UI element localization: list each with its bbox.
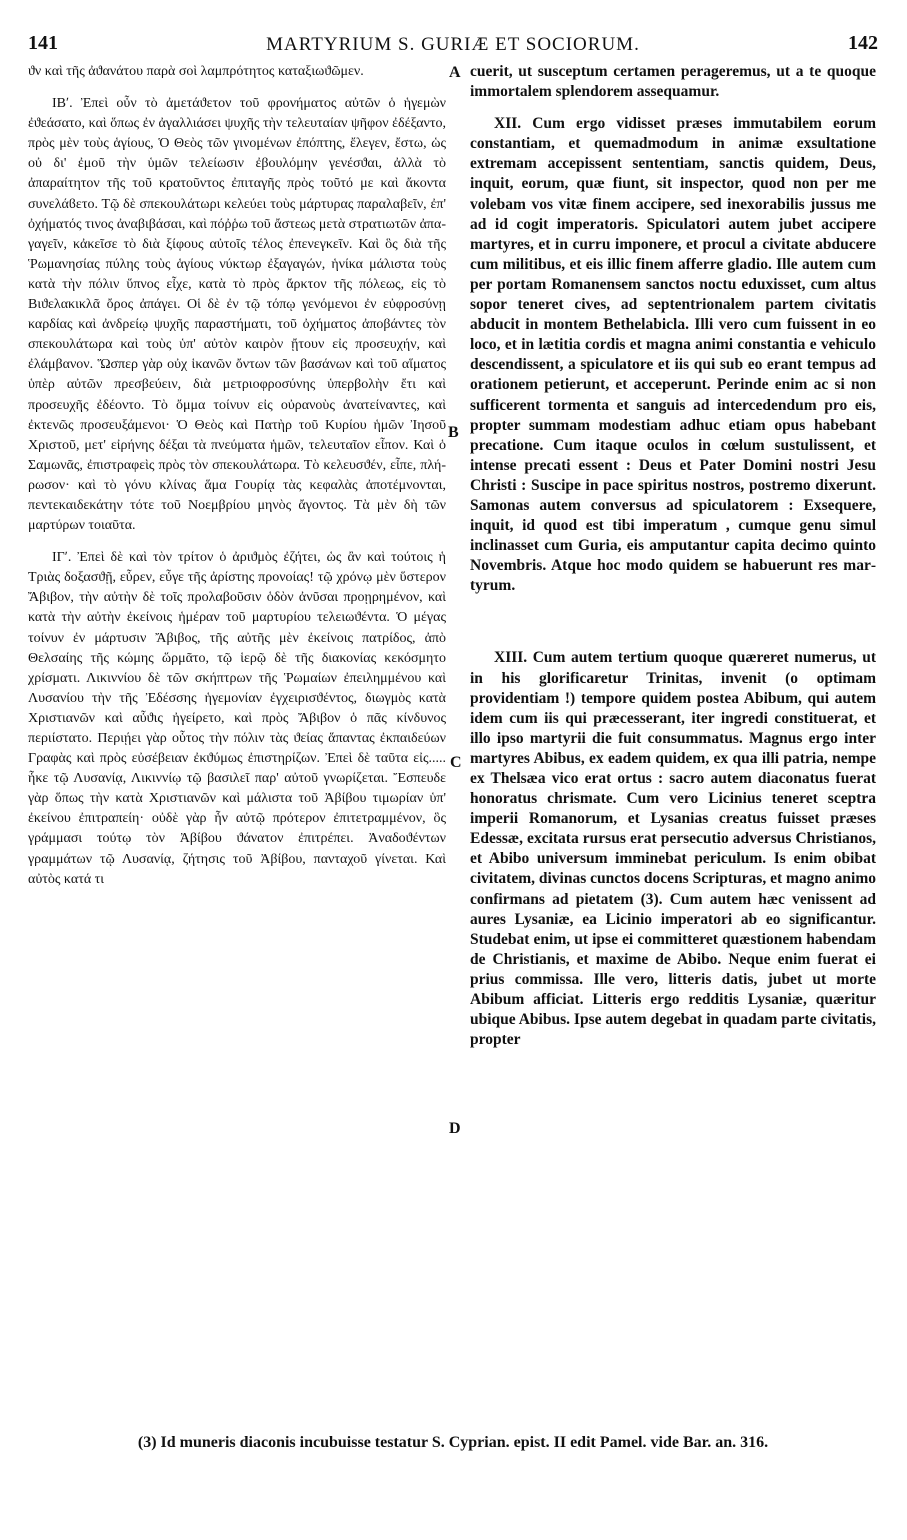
running-title: MARTYRIUM S. GURIÆ ET SOCIORUM. <box>266 34 640 55</box>
page-header <box>28 32 878 58</box>
footnote: (3) Id muneris diaconis incubuisse testatur S. Cyprian. epist. II edit Pamel. vide Bar. an. 316. <box>137 1434 769 1451</box>
margin-marker-c: C <box>450 754 462 771</box>
left-page-number: 141 <box>28 32 58 54</box>
latin-paragraph-13: XIII. Cum autem tertium quoque quæreret numerus, ut in his glorificaretur Trinitas, invenit (o optimam providentiam !) tempore quidem postea Abibum, qui autem idem cum iis qui præcesserant, iter ingredi constituerat, et illo ipso martyrii die fuit consummatus. Magnus ergo inter martyres Abibus, ex eadem quidem, ex qua illi patria, nempe ex Thelsæa vico erat ortus : sacro autem diaconatus fuerat honoratus chrismate. Cum vero Licinius teneret sceptra imperii Romanorum, et Lysanias creatus fuisset præses Edessæ, excitata rursus erat persecutio adversus Christianos, et Abibo universum imminebat periculum. Is enim obibat civitatem, divinas cunctos docens Scripturas, et magno animo confirmans ad pietatem (3). Cum autem hæc venissent ad aures Lysaniæ, ea Licinio imperatori ab eo significantur. Studebat enim, ut ipse ei committeret quæstionem habendam de Christianis, et maxime de Abibo. Neque enim fuerat ei prius commissa. Ille vero, litteris datis, jubet ut morte Abibum afficiat. Litteris ergo redditis Lysaniæ, quæritur ubique Abibus. Ipse autem degebat in quadam parte civitatis, propter <box>470 649 877 1049</box>
section-gap <box>470 596 876 648</box>
greek-paragraph-1: ϑν καὶ τῆς ἀϑανάτου παρὰ σοὶ λαμπρότητος καταξιωϑῶμεν. <box>28 64 364 79</box>
latin-column <box>470 62 876 1050</box>
greek-column <box>28 62 446 890</box>
margin-marker-a: A <box>449 64 461 81</box>
latin-paragraph-12: XII. Cum ergo vidisset præses immutabilem eorum constantiam, et quemadmodum in animæ exsultatione extremam accepissent sententiam, sanctis quidem, Deus, inquit, eorum, quæ fiunt, sit inspector, quod non per me volebam vos vitæ finem accipere, sed inexorabilis jussus me ad id cogit imperatoris. Spiculatori autem jubet accipere martyres, et in curru imponere, et procul a civitate abducere cum militibus, et eis illic finem afferre gladio. Ille autem cum per portam Romanensem sanctos noctu eduxisset, cum altus sopor teneret cives, ad septentrionalem partem civitatis abducit in montem Bethelabicla. Illi vero cum fuissent in eo loco, et in lætitia cordis et magna animi constantia e vehiculo descendissent, a spiculatore et iis qui sub eo erant tempus ad orationem petierunt, et acceperunt. Perinde enim ac si non sufficerent tormenta et sanguis ad intercedendum pro eis, propter summam modestiam adhuc etiam opus habebant precatione. Cum itaque oculos in cœlum sustulissent, et intense precati essent : Deus et Pater Domini nostri Jesu Christi : Suscipe in pace spiritus nostros, postremo dixerunt. Samonas autem conversus ad spiculatorem : Exsequere, inquit, id quod est tibi imperatum , cumque genu simul inclinasset cum Guria, eis amputantur capita decimo quinto Novembris. Atque hoc modo quidem se habuerunt res martyrum. <box>470 115 876 595</box>
greek-paragraph-13: ΙΓʹ. Ἐπεὶ δὲ καὶ τὸν τρίτον ὁ ἀριϑμὸς ἐζήτει, ὡς ἂν καὶ τούτοις ἡ Τριὰς δοξασϑῇ, εὗρεν, εὖγε τῆς ἀρίστης προνοίας! τῷ χρόνῳ μὲν ὕστερον Ἄβιβον, τὴν αὐτὴν δὲ τοῖς προλαβοῦσιν ὁδὸν ἀνῦσαι προῃρημένον, καὶ κατὰ τὴν αὐτὴν ἐκείνοις ἡμέραν τοῦ μαρτυρίου τελειωϑέντα. Ὁ μέγας τοίνυν ἐν μάρτυσιν Ἄβιβος, τῆς αὐτῆς μὲν ἐκείνοις πατρίδος, ἀπὸ Θελσαίης τῆς κώμης ὥρμᾶτο, τῷ ἱερῷ δὲ τῆς διακονίας κεκόσμητο χρίσματι. Λικιννίου δὲ τῶν σκήπτρων τῆς Ῥωμαίων ἐπειλημμένου καὶ Λυσανίου τὴν τῆς Ἐδέσσης ἡγεμονίαν ἐγχειρισϑέντος, διωγμὸς κατὰ Χριστιανῶν καὶ αὖϑις ἠγείρετο, καὶ πρὸς Ἄβιβον ὁ πᾶς κίνδυνος περιίστατο. Περιῄει γὰρ οὗτος τὴν πόλιν τὰς ϑείας ἅπαντας ἐκπαιδεύων Γραφὰς καὶ πρὸς εὐσέβειαν ἐκϑύμως ἐπιστηρίζων. Ἐπεὶ δὲ ταῦτα εἰς..... ἧκε τῷ Λυσανίᾳ, Λικιννίῳ τῷ βασιλεῖ παρ' αὐτοῦ γνωρίζεται. Ἔσπευδε γὰρ ὅπως τὴν κατὰ Χριστιανῶν καὶ μάλιστα τοῦ Ἀβίβου τιμωρίαν ὑπ' ἐκείνου ἐπιτραπείη· οὐδὲ γὰρ ἦν αὐτῷ πρότερον ἐπιτετραμμένον, ὃς γράμμασι τούτῳ τὸν Ἀβίβου ϑάνατον ἐπιτρέπει. Ἀναδοϑέντων γραμμάτων τῷ Λυσανίᾳ, ζήτησις τοῦ Ἀβίβου, πανταχοῦ γίνεται. Καὶ αὐτὸς κατά τι <box>28 550 446 887</box>
margin-marker-b: B <box>448 424 459 441</box>
latin-paragraph-1: cuerit, ut susceptum certamen perageremus, ut a te quoque immortalem splendorem assequamur. <box>470 63 876 101</box>
greek-paragraph-12: ΙΒʹ. Ἐπεὶ οὖν τὸ ἀμετάϑετον τοῦ φρονήματος αὐτῶν ὁ ἡγεμὼν ἐϑεάσατο, καὶ ὅπως ἐν ἀγαλλιάσει ψυχῆς τὴν τελευταίαν ψῆφον ἐδέξαντο, πρὸς μὲν τοὺς ἁγίους, Ὁ Θεὸς τῶν γινομένων ἐπόπτης, ἔλεγεν, ἔστω, ὡς οὐ δι' ἐμοῦ τὴν ὑμῶν τελείωσιν ἐβουλόμην γενέσϑαι, ἀλλὰ τὸ ἀπαραίτητον τῆς τοῦ κρατοῦντος ἐπιταγῆς πρὸς τοῦτό με καὶ ἄκοντα συνελάϐετο. Τῷ δὲ σπεκουλάτωρι κελεύει τοὺς μάρτυρας παραλαβεῖν, ἐπ' ὀχήματός τινος ἀναβιβάσαι, καὶ πόῤῥω τοῦ ἄστεως μετὰ στρατιωτῶν ἀπαγαγεῖν, κἀκεῖσε τὸ διὰ ξίφους αὐτοῖς τέλος ἐπενεγκεῖν. Καὶ ὃς διὰ τῆς Ῥωμανησίας πύλης τοὺς ἁγίους νύκτωρ ἐξαγαγών, ἡνίκα μάλιστα τοὺς κατὰ τὴν πόλιν ὕπνος εἶχε, κατὰ τὸ πρὸς ἄρκτον τῆς πόλεως, εἰς τὸ Βιϑελακικλᾶ ὄρος ἀπάγει. Οἱ δὲ ἐν τῷ τόπῳ γενόμενοι ἐν εὐφροσύνῃ καρδίας καὶ ἀνδρείῳ ψυχῆς παραστήματι, τοῦ ὀχήματος ἀποβάντες τὸν σπεκουλάτωρα καὶ τοὺς ὑπ' αὐτὸν καιρὸν ᾔτουν εἰς προσευχήν, καὶ ἐλάμβανον. Ὥσπερ γὰρ οὐχ ἱκανῶν ὄντων τῶν βασάνων καὶ τοῦ αἵματος ὑπὲρ αὐτῶν πρεσβεύειν, διὰ μετριοφροσύνης ὑπερβολὴν ἔτι καὶ προσευχῆς ἐδέοντο. Τὸ ὄμμα τοίνυν εἰς οὐρανοὺς ἀνατείναντες, καὶ ἐκτενῶς προσευξάμενοι· Ὁ Θεὸς καὶ Πατὴρ τοῦ Κυρίου ἡμῶν Ἰησοῦ Χριστοῦ, μετ' εἰρήνης δέξαι τὰ πνεύματα ἡμῶν, τελευταῖον εἶπον. Καὶ ὁ Σαμωνᾶς, ἐπιστραφεὶς πρὸς τὸν σπεκουλάτωρα. Τὸ κελευσϑέν, εἶπε, πλήρωσον· καὶ τὸ γόνυ κλίνας ἅμα Γουρίᾳ τὰς κεφαλὰς ἀποτέμνονται, πεντεκαιδεκάτην τότε τοῦ Νοεμβρίου μηνὸς ἄγοντος. Τὰ μὲν δὴ τῶν μαρτύρων τοιαῦτα. <box>28 96 446 534</box>
right-page-number: 142 <box>848 32 878 54</box>
margin-marker-d: D <box>449 1120 461 1137</box>
